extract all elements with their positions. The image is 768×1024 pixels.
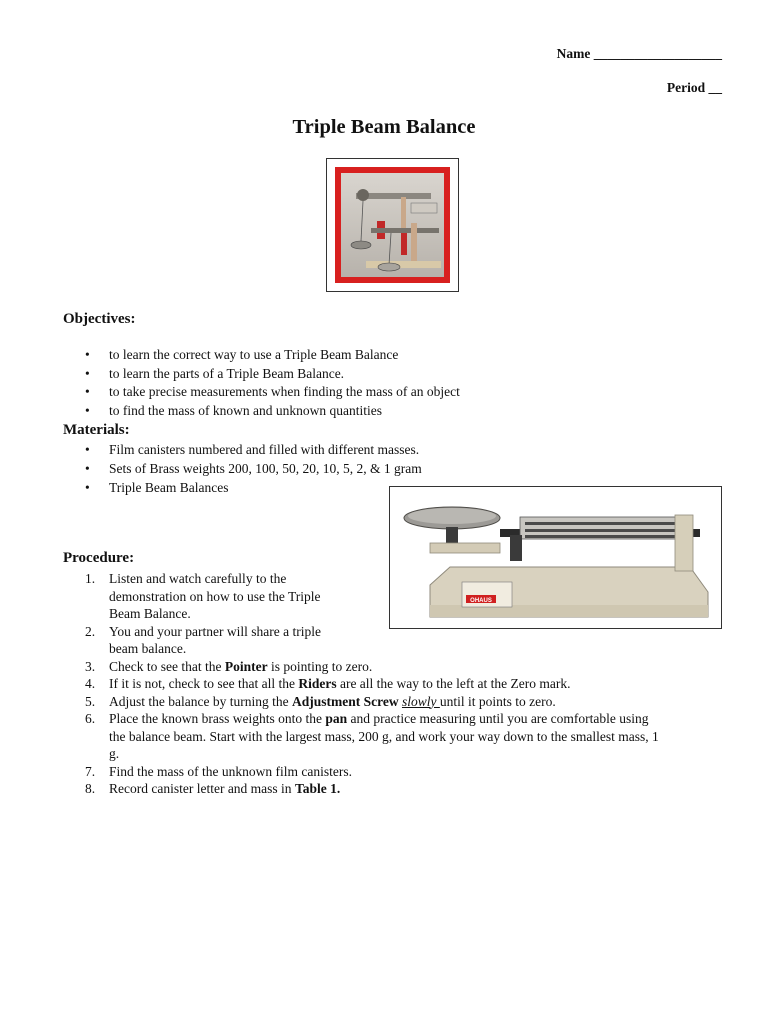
adjustment-screw-term: Adjustment Screw [291,693,399,709]
balance-photo-icon [341,173,444,277]
procedure-step: 4. If it is not, check to see that all the Riders are all the way to the left at the Zero mark. [85,676,571,691]
material-item: • Film canisters numbered and filled with different masses. [63,441,703,460]
pointer-term: Pointer [224,658,268,674]
objective-item: • to find the mass of known and unknown quantities [63,402,703,421]
objectives-section [63,311,135,328]
photo-red-border [335,167,450,283]
material-item: • Sets of Brass weights 200, 100, 50, 20, 10, 5, 2, & 1 gram [63,460,703,479]
procedure-step: 2. You and your partner will share a triple beam balance. [85,623,321,656]
procedure-step: 1. Listen and watch carefully to the demonstration on how to use the Triple Beam Balance. [85,571,321,621]
objective-item: • to learn the parts of a Triple Beam Balance. [63,365,703,384]
objectives-heading: Objectives: [63,311,136,327]
brand-label: OHAUS [470,598,492,604]
material-item: • Triple Beam Balances [63,479,703,498]
pan-term: pan [325,711,348,726]
objectives-list [63,346,703,420]
procedure-heading: Procedure: [63,550,135,566]
slowly-emphasis: slowly [401,693,440,709]
riders-term: Riders [298,676,337,691]
procedure-step: 8. Record canister letter and mass in Table 1. [85,781,341,796]
objective-item: • to take precise measurements when finding the mass of an object [63,383,703,402]
objective-item: • to learn the correct way to use a Triple Beam Balance [63,346,703,365]
balance-photo [326,158,459,292]
procedure-step: 7. Find the mass of the unknown film canisters. [85,763,352,779]
procedure-step: 5. Adjust the balance by turning the Adjustment Screw slowly until it points to zero. [85,693,556,709]
procedure-step: 3. Check to see that the Pointer is pointing to zero. [85,658,373,674]
procedure-section [63,550,134,567]
materials-heading: Materials: [63,422,130,438]
materials-section [63,422,130,439]
table-reference: Table 1. [294,781,341,796]
procedure-step: 6. Place the known brass weights onto the pan and practice measuring until you are comfortable using the balance beam. Start with the largest mass, 200 g, and work your way down to the smallest mass, 1 g. [85,711,659,761]
period-field-label: Period __ [666,80,722,95]
page-title: Triple Beam Balance [292,116,476,138]
procedure-list [63,570,728,798]
name-field-label: Name ___________________ [556,46,722,61]
